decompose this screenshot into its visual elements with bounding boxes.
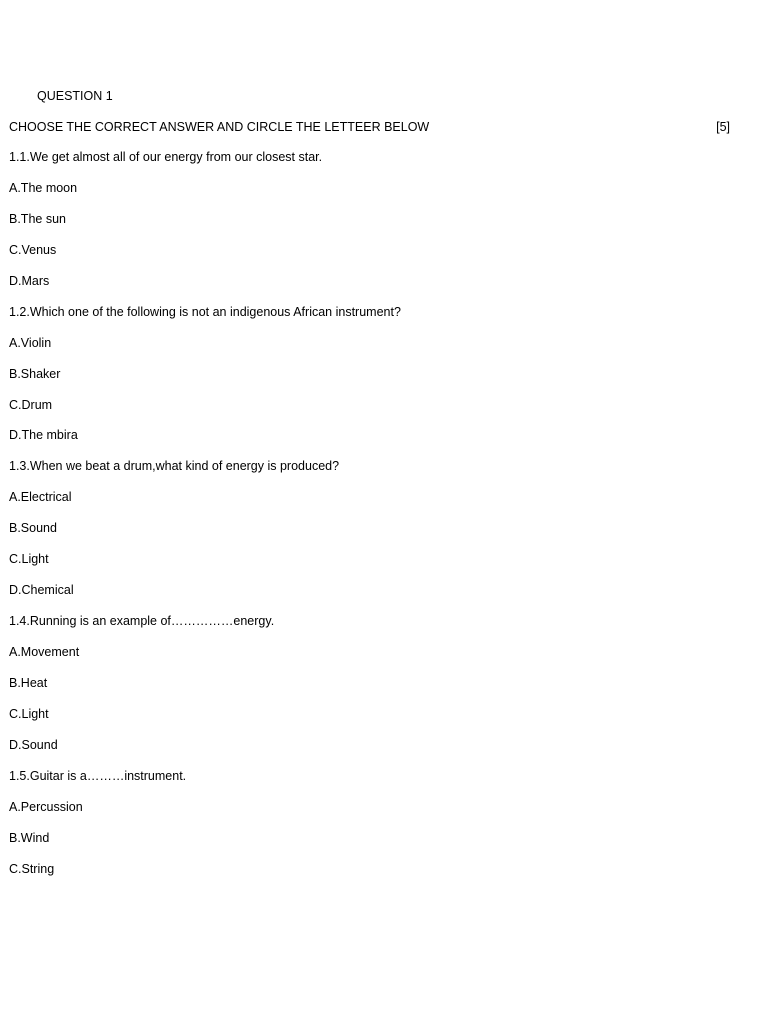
question-list — [9, 149, 749, 892]
answer-option[interactable]: A.Percussion — [9, 799, 83, 814]
answer-option[interactable]: B.Wind — [9, 830, 50, 845]
question-prompt-1-4: 1.4.Running is an example of……………energy. — [9, 614, 275, 629]
question-prompt-1-3: 1.3.When we beat a drum,what kind of energy is produced? — [9, 459, 340, 474]
answer-option[interactable]: B.Sound — [9, 521, 57, 536]
instruction-text: CHOOSE THE CORRECT ANSWER AND CIRCLE THE LETTEER BELOW — [9, 120, 430, 134]
answer-option[interactable]: C.Drum — [9, 397, 53, 412]
question-prompt-1-1: 1.1.We get almost all of our energy from our closest star. — [9, 150, 323, 164]
answer-option[interactable]: B.Heat — [9, 675, 48, 690]
question-prompt-1-5: 1.5.Guitar is a………instrument. — [9, 768, 187, 783]
answer-option[interactable]: C.String — [9, 861, 55, 876]
answer-option[interactable]: B.The sun — [9, 211, 66, 226]
answer-option[interactable]: A.Movement — [9, 645, 80, 659]
instruction-row — [9, 119, 730, 135]
answer-option[interactable]: A.The moon — [9, 180, 78, 195]
answer-option[interactable]: C.Light — [9, 706, 49, 721]
answer-option[interactable]: D.The mbira — [9, 428, 78, 443]
marks-label: [5] — [716, 120, 730, 134]
question-heading: QUESTION 1 — [37, 89, 113, 103]
answer-option[interactable]: A.Electrical — [9, 490, 72, 505]
question-prompt-1-2: 1.2.Which one of the following is not an indigenous African instrument? — [9, 304, 401, 319]
answer-option[interactable]: D.Chemical — [9, 583, 74, 598]
answer-option[interactable]: A.Violin — [9, 335, 52, 350]
answer-option[interactable]: C.Venus — [9, 242, 57, 257]
answer-option[interactable]: D.Sound — [9, 737, 58, 752]
answer-option[interactable]: C.Light — [9, 552, 49, 567]
answer-option[interactable]: D.Mars — [9, 273, 50, 288]
answer-option[interactable]: B.Shaker — [9, 366, 61, 381]
